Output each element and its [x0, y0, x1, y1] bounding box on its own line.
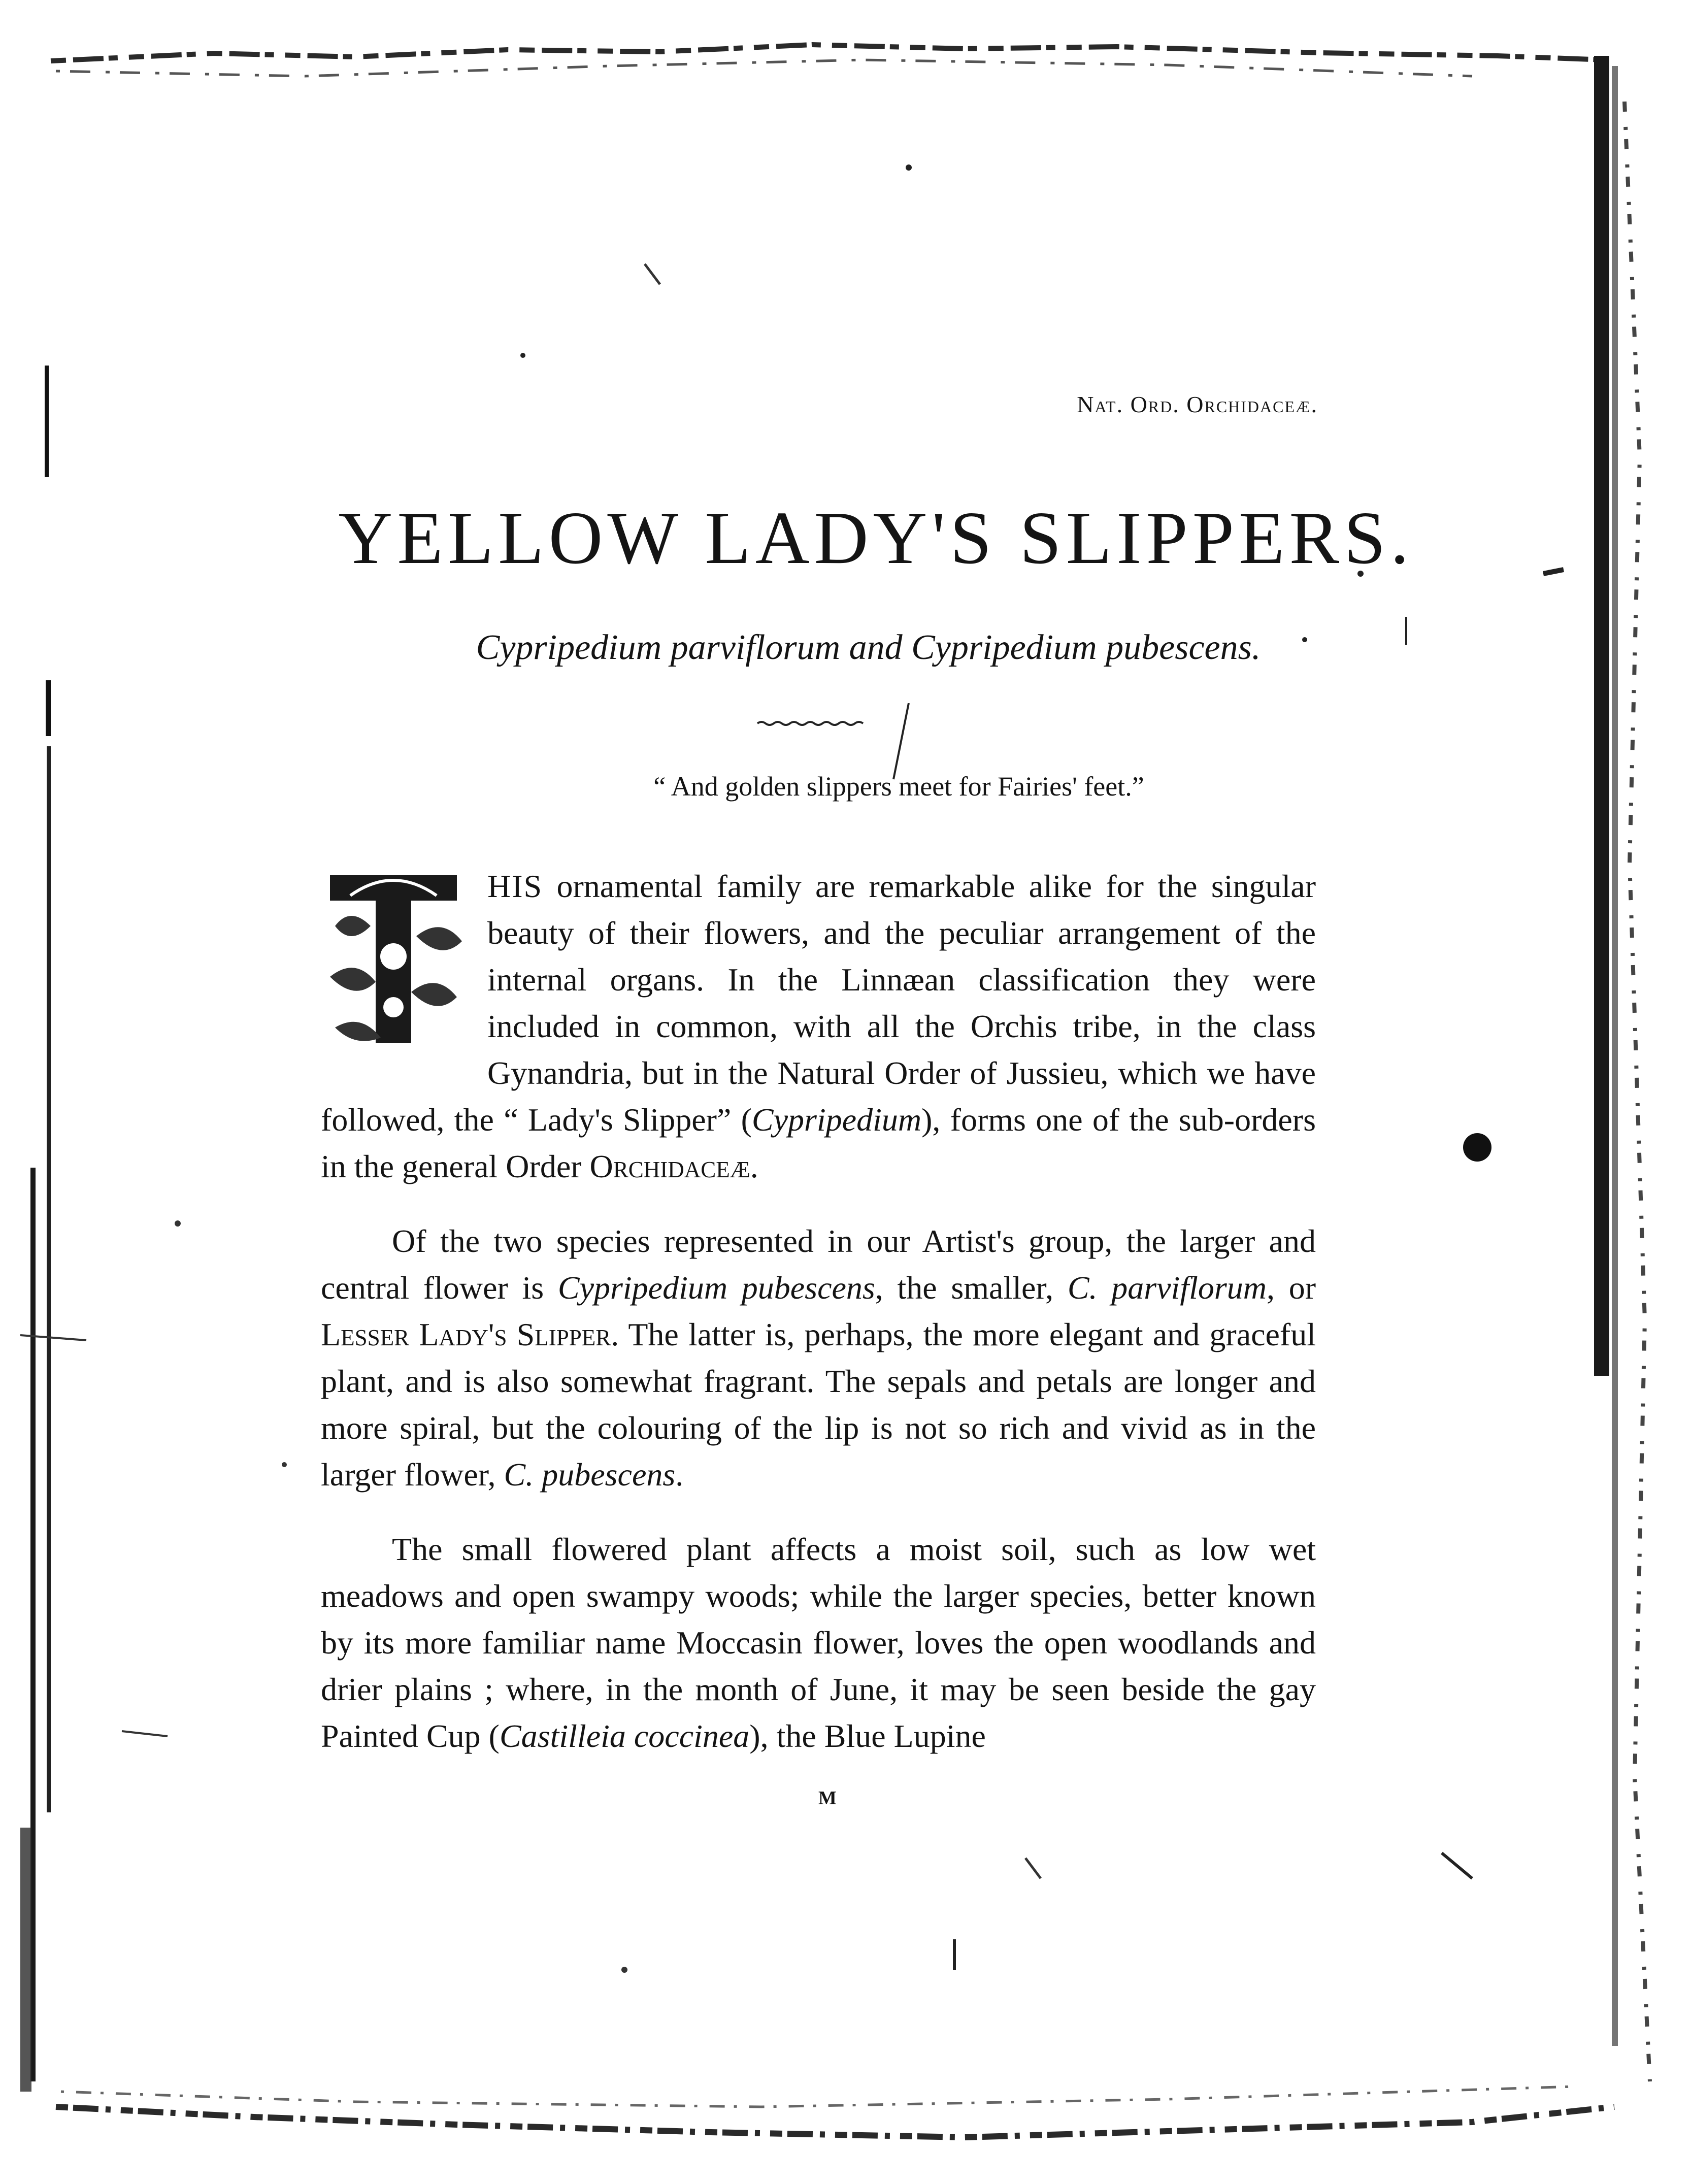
- paragraph-2-common-name: Lesser Lady's Slipper: [321, 1316, 611, 1352]
- drop-cap-ornament-icon: [320, 865, 487, 1053]
- species-subtitle: Cypripedium parviflorum and Cypripedium pubescens.: [476, 628, 1261, 667]
- paragraph-3-italic-a: Castilleia coccinea: [499, 1718, 750, 1754]
- paragraph-1-text-a: ornamental family are remarkable alike for the singular beauty of their flowers, and the peculiar arrangement of the internal organs. In the Linnæan classification they were included in common, with all the Orchis tribe, in the class Gynandria, but in the Natural Order of Jussieu, which we have followed, the “ Lady's Slipper” (: [321, 868, 1316, 1138]
- epigraph-quote: “ And golden slippers meet for Fairies' feet.”: [653, 771, 1144, 802]
- signature-mark: M: [818, 1788, 837, 1809]
- paragraph-3-text-b: ), the Blue Lupine: [749, 1718, 986, 1754]
- ornamental-drop-cap: [320, 865, 487, 1053]
- drop-cap-lead-word: HIS: [487, 868, 543, 904]
- paragraph-2-italic-c: C. pubescens: [504, 1457, 676, 1493]
- paragraph-2-italic-b: C. parviflorum: [1067, 1270, 1267, 1306]
- natural-order-label: Nat. Ord. Orchidaceæ.: [1077, 391, 1318, 417]
- paragraph-1-text-c: .: [750, 1148, 758, 1184]
- paragraph-2-italic-a: Cypripedium pubescens: [557, 1270, 875, 1306]
- paragraph-2-text-c: , or: [1267, 1270, 1316, 1306]
- paragraph-2-text-e: .: [675, 1457, 684, 1493]
- paragraph-1-text-b: ), forms one of the sub-orders in the general Order: [321, 1102, 1316, 1184]
- article-body: [321, 863, 1316, 1788]
- paragraph-2: [321, 1218, 1316, 1498]
- paragraph-3: [321, 1526, 1316, 1760]
- paragraph-2-text-b: , the smaller,: [875, 1270, 1068, 1306]
- page-title: YELLOW LADY'S SLIPPERS.: [338, 497, 1414, 580]
- paragraph-1: [321, 863, 1316, 1190]
- paragraph-2-text-d: . The latter is, perhaps, the more elegant and graceful plant, and is also somewhat fragrant. The sepals and petals are longer and more spiral, but the colouring of the lip is not so rich and vivid as in the larger flower,: [321, 1316, 1316, 1493]
- paragraph-1-order-name: Orchidaceæ: [589, 1148, 750, 1184]
- paragraph-2-text-a: Of the two species represented in our Artist's group, the larger and central flower is: [321, 1223, 1316, 1306]
- paragraph-1-italic-a: Cypripedium: [751, 1102, 922, 1138]
- paragraph-3-text-a: The small flowered plant affects a moist soil, such as low wet meadows and open swampy woods; while the larger species, better known by its more familiar name Moccasin flower, loves the open woodlands and drier plains ; where, in the month of June, it may be seen beside the gay Painted Cup (: [321, 1531, 1316, 1754]
